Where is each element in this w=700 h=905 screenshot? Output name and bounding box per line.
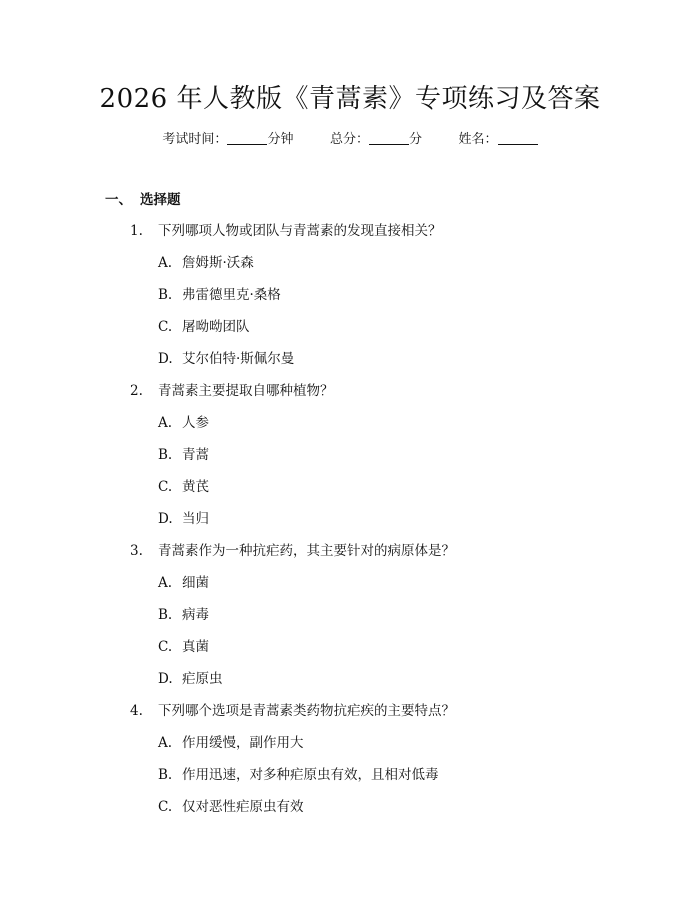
option-text: 病毒 xyxy=(182,607,209,623)
total-score-unit: 分 xyxy=(409,132,423,147)
option-text: 艾尔伯特·斯佩尔曼 xyxy=(182,351,295,367)
question-list xyxy=(0,220,700,828)
section-title: 选择题 xyxy=(140,192,181,208)
answer-option[interactable] xyxy=(0,476,700,508)
answer-option[interactable] xyxy=(0,636,700,668)
option-label: C. xyxy=(158,639,173,655)
question-item xyxy=(0,380,700,412)
exam-meta xyxy=(0,130,700,150)
question-item xyxy=(0,540,700,572)
answer-option[interactable] xyxy=(0,284,700,316)
answer-option[interactable] xyxy=(0,348,700,380)
name-blank[interactable] xyxy=(498,131,538,145)
option-text: 詹姆斯·沃森 xyxy=(182,255,254,271)
option-label: D. xyxy=(158,671,173,687)
section-number: 一、 xyxy=(105,192,132,208)
option-text: 细菌 xyxy=(182,575,209,591)
name-label: 姓名： xyxy=(458,132,498,147)
option-text: 弗雷德里克·桑格 xyxy=(182,287,281,303)
answer-option[interactable] xyxy=(0,252,700,284)
question-number: 4. xyxy=(130,703,143,719)
answer-option[interactable] xyxy=(0,444,700,476)
answer-option[interactable] xyxy=(0,572,700,604)
option-label: B. xyxy=(158,287,173,303)
option-label: B. xyxy=(158,767,173,783)
exam-time-blank[interactable] xyxy=(227,131,267,145)
question-text: 下列哪个选项是青蒿素类药物抗疟疾的主要特点？ xyxy=(158,703,455,719)
option-text: 作用缓慢，副作用大 xyxy=(182,735,304,751)
option-label: B. xyxy=(158,447,173,463)
exam-time-label: 考试时间： xyxy=(162,132,228,147)
answer-option[interactable] xyxy=(0,508,700,540)
option-label: C. xyxy=(158,479,173,495)
option-label: C. xyxy=(158,799,173,815)
option-label: B. xyxy=(158,607,173,623)
option-text: 屠呦呦团队 xyxy=(182,319,250,335)
option-label: A. xyxy=(158,575,173,591)
exam-time-field xyxy=(162,130,293,150)
option-label: A. xyxy=(158,735,173,751)
question-text: 青蒿素主要提取自哪种植物？ xyxy=(158,383,334,399)
total-score-label: 总分： xyxy=(329,132,369,147)
option-label: D. xyxy=(158,351,173,367)
answer-option[interactable] xyxy=(0,604,700,636)
option-label: A. xyxy=(158,255,173,271)
answer-option[interactable] xyxy=(0,796,700,828)
question-number: 3. xyxy=(130,543,143,559)
option-text: 疟原虫 xyxy=(182,671,223,687)
option-text: 黄芪 xyxy=(182,479,209,495)
exam-time-unit: 分钟 xyxy=(267,132,294,147)
option-label: C. xyxy=(158,319,173,335)
option-text: 真菌 xyxy=(182,639,209,655)
option-text: 作用迅速，对多种疟原虫有效，且相对低毒 xyxy=(182,767,439,783)
name-field xyxy=(459,130,538,150)
answer-option[interactable] xyxy=(0,732,700,764)
section-heading xyxy=(105,190,181,210)
option-text: 仅对恶性疟原虫有效 xyxy=(182,799,304,815)
question-number: 2. xyxy=(130,383,143,399)
option-text: 当归 xyxy=(182,511,209,527)
question-item xyxy=(0,220,700,252)
answer-option[interactable] xyxy=(0,764,700,796)
option-text: 青蒿 xyxy=(182,447,209,463)
option-label: A. xyxy=(158,415,173,431)
page-title: 2026 年人教版《青蒿素》专项练习及答案 xyxy=(99,84,601,114)
answer-option[interactable] xyxy=(0,668,700,700)
answer-option[interactable] xyxy=(0,316,700,348)
option-label: D. xyxy=(158,511,173,527)
question-text: 下列哪项人物或团队与青蒿素的发现直接相关？ xyxy=(158,223,442,239)
option-text: 人参 xyxy=(182,415,209,431)
question-text: 青蒿素作为一种抗疟药，其主要针对的病原体是？ xyxy=(158,543,455,559)
question-number: 1. xyxy=(130,223,143,239)
question-item xyxy=(0,700,700,732)
total-score-field xyxy=(330,130,422,150)
answer-option[interactable] xyxy=(0,412,700,444)
total-score-blank[interactable] xyxy=(369,131,409,145)
